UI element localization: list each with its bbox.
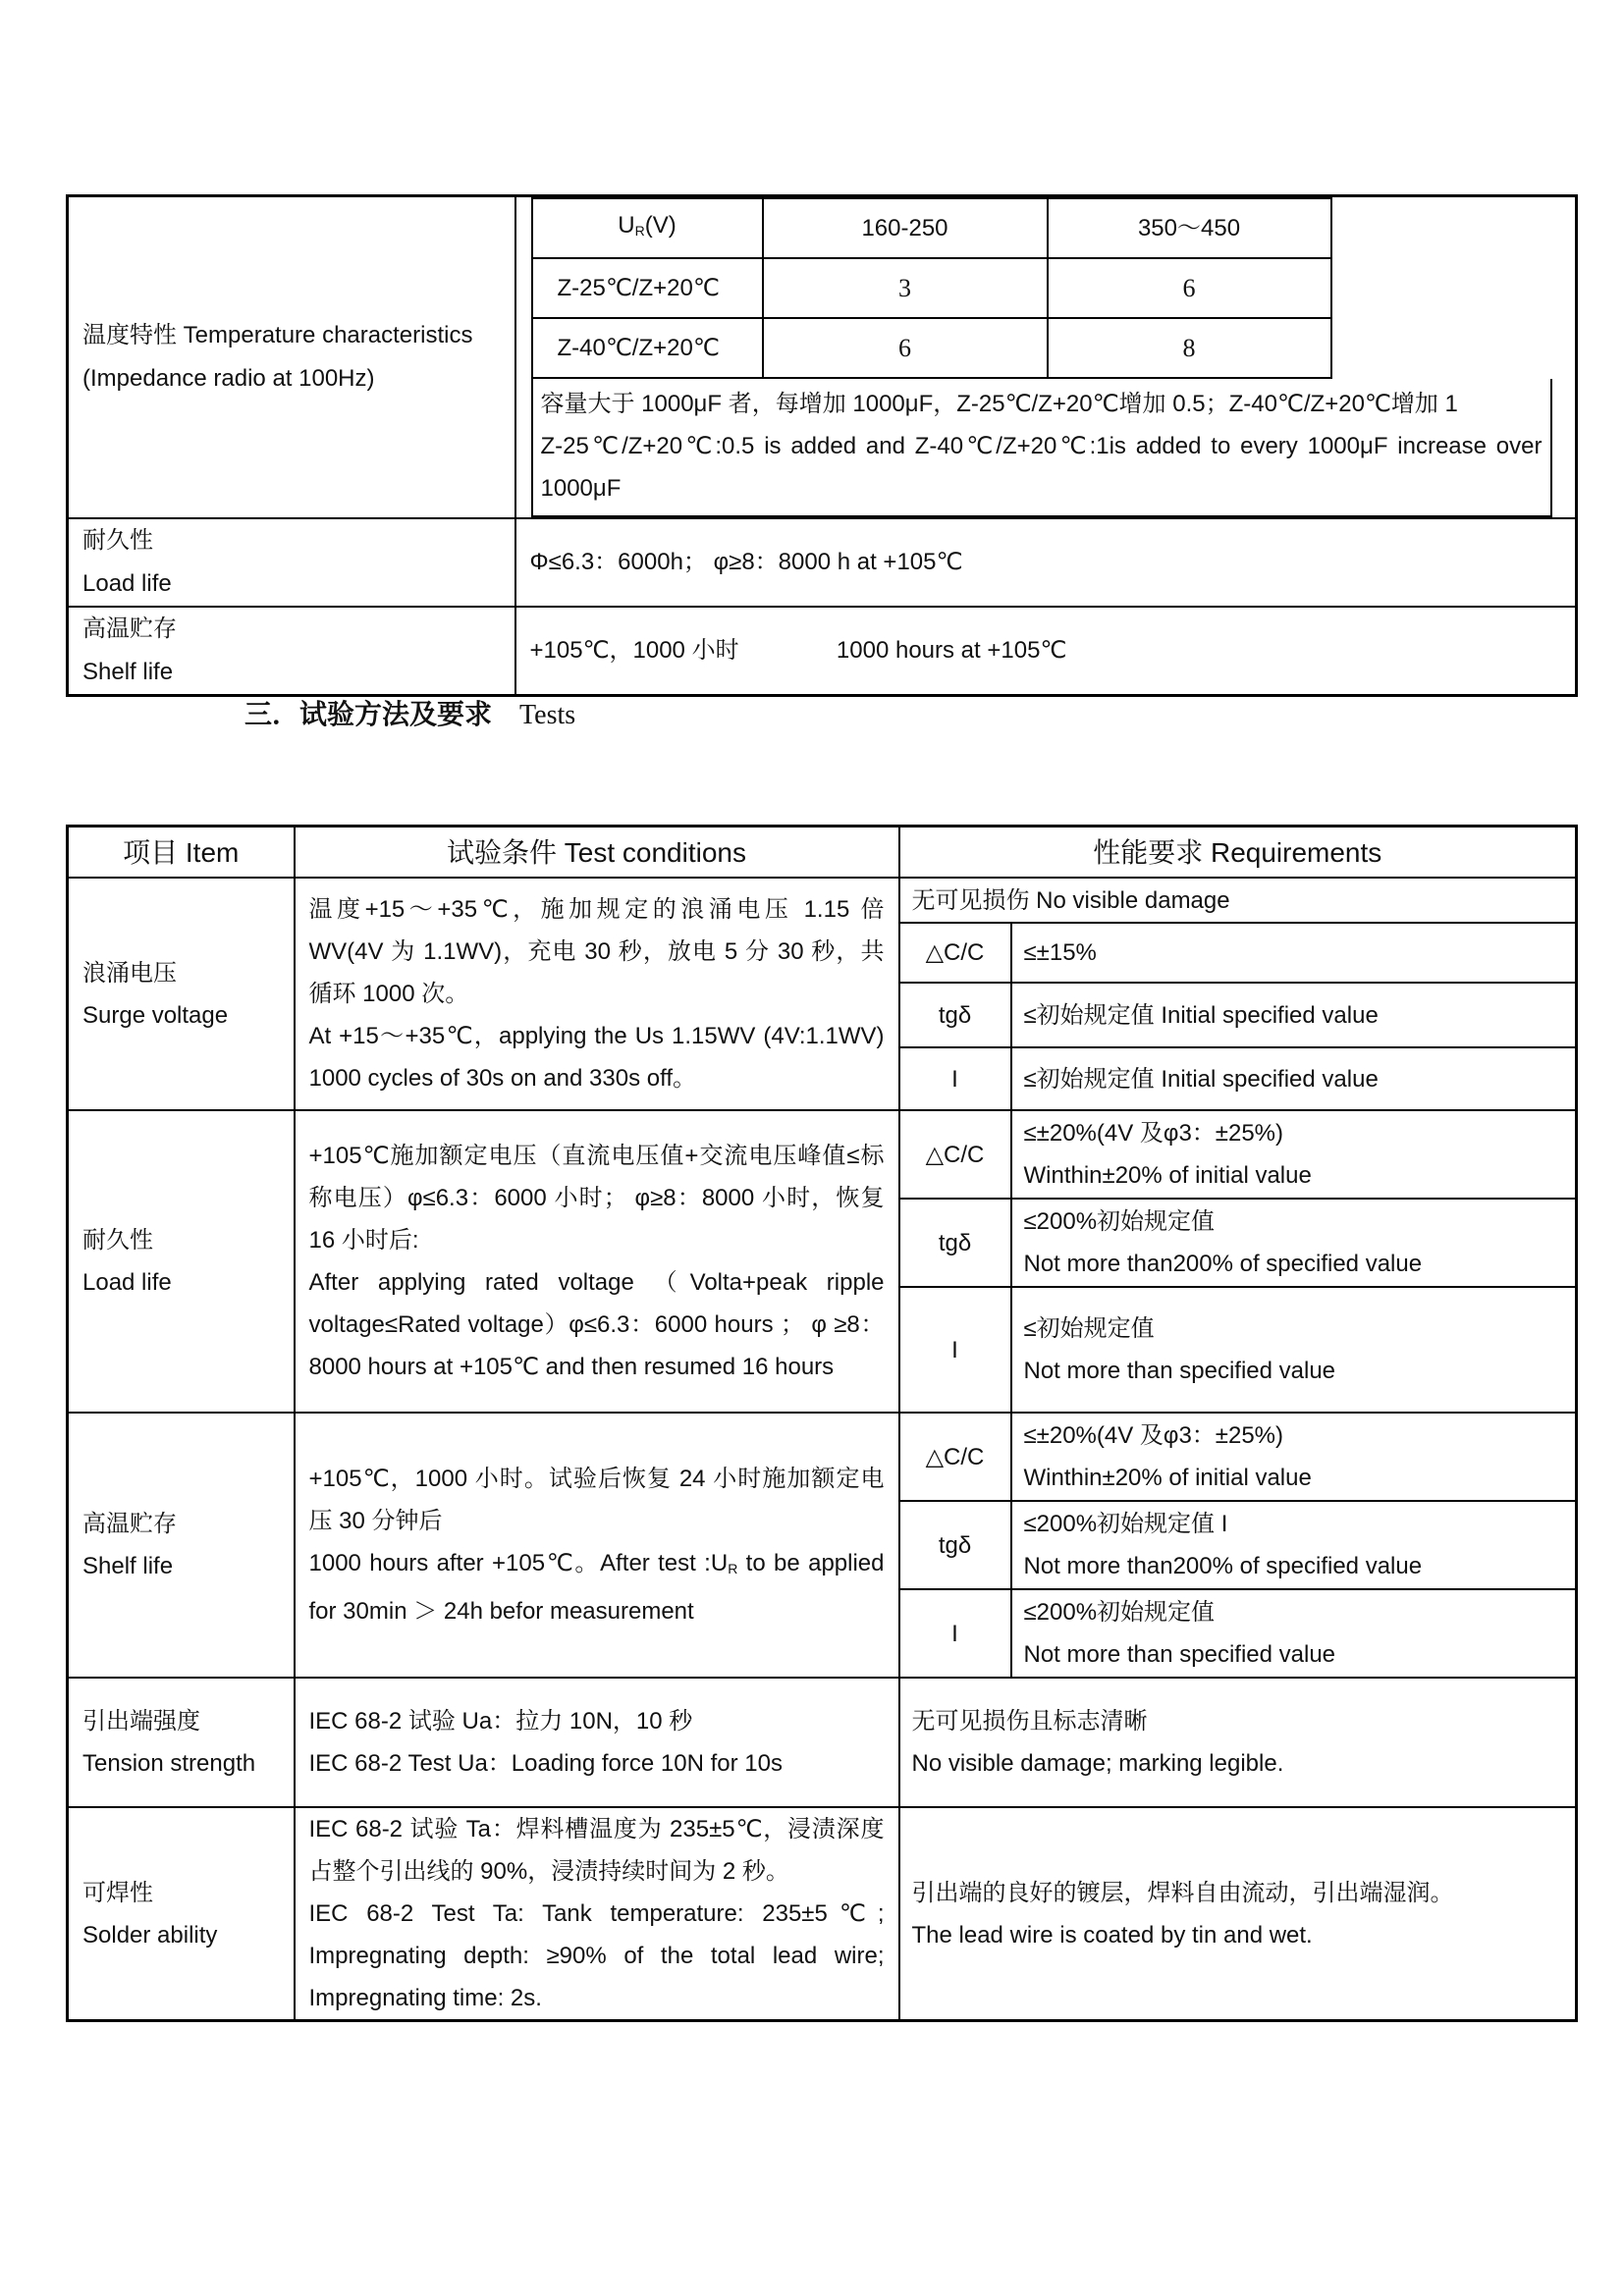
section-title-cn: 三．试验方法及要求 [244,698,493,730]
surge-cond-cn: 温度+15～+35℃，施加规定的浪涌电压 1.15 倍 WV(4V 为 1.1WV)，充电 30 秒，放电 5 分 30 秒，共循环 1000 次。 [308,896,885,1007]
temperature-row [68,196,1577,519]
shelf-i-req [1011,1589,1577,1678]
load-life-label-en: Load life [82,570,172,597]
tension-label-en: Tension strength [82,1750,256,1777]
surge-cond-en: At +15～+35℃，applying the Us 1.15WV (4V:1.1WV) 1000 cycles of 30s on and 330s off。 [308,1023,885,1092]
load-i-req-en: Not more than specified value [1023,1358,1336,1384]
load-label-cn: 耐久性 [82,1227,153,1254]
load-life-row [68,518,1577,607]
surge-cc-symbol: △C/C [899,923,1011,983]
shelf-cond-cn: +105℃，1000 小时。试验后恢复 24 小时施加额定电压 30 分钟后 [308,1466,885,1534]
load-cc-row [68,1110,1577,1199]
shelf-cc-req-en: Winthin±20% of initial value [1023,1465,1312,1491]
temperature-sublabel: (Impedance radio at 100Hz) [82,365,375,392]
tension-requirements [899,1678,1577,1807]
shelf-cc-req [1011,1413,1577,1501]
shelf-cc-req-cn: ≤±20%(4V 及φ3：±25%) [1023,1422,1284,1449]
tension-req-cn: 无可见损伤且标志清晰 [911,1708,1148,1735]
shelf-tg-symbol: tgδ [899,1501,1011,1589]
temperature-label-cell [68,196,515,519]
load-i-symbol: I [899,1287,1011,1413]
z25-label: Z-25℃/Z+20℃ [532,258,763,318]
shelf-life-label-en: Shelf life [82,659,174,685]
ur-col-350-450: 350～450 [1048,198,1331,258]
z40-label: Z-40℃/Z+20℃ [532,318,763,378]
tension-label [68,1678,295,1807]
shelf-label-en: Shelf life [82,1553,174,1579]
section-heading [244,695,575,735]
spec-table [66,194,1578,697]
shelf-tg-req-en: Not more than200% of specified value [1023,1553,1423,1579]
shelf-conditions [295,1413,899,1678]
surge-conditions [295,878,899,1110]
ur-col-160-250: 160-250 [763,198,1048,258]
load-tg-req-cn: ≤200%初始规定值 [1023,1208,1216,1235]
load-cc-req [1011,1110,1577,1199]
load-label-en: Load life [82,1269,172,1296]
load-cc-req-en: Winthin±20% of initial value [1023,1162,1312,1189]
tests-header-row [68,827,1577,879]
tension-cond-cn: IEC 68-2 试验 Ua：拉力 10N，10 秒 [308,1708,693,1735]
solder-label-en: Solder ability [82,1921,218,1949]
header-requirements: 性能要求 Requirements [899,827,1577,879]
tension-label-cn: 引出端强度 [82,1708,200,1735]
capacitance-note [531,379,1552,517]
header-item: 项目 Item [68,827,295,879]
solder-label [68,1807,295,2021]
load-life-value: Φ≤6.3：6000h； φ≥8：8000 h at +105℃ [515,518,1577,607]
surge-row [68,878,1577,923]
tension-req-en: No visible damage; marking legible. [911,1750,1284,1777]
load-cc-req-cn: ≤±20%(4V 及φ3：±25%) [1023,1120,1284,1147]
z25-value-1: 3 [763,258,1048,318]
shelf-life-value [515,607,1577,696]
shelf-tg-req-cn: ≤200%初始规定值 I [1023,1511,1228,1537]
surge-cc-req: ≤±15% [1011,923,1577,983]
shelf-life-value-cn: +105℃，1000 小时 [529,637,739,664]
section-title-en: Tests [519,700,576,730]
load-tg-req [1011,1199,1577,1287]
load-cond-en: After applying rated voltage （Volta+peak ripple voltage≤Rated voltage）φ≤6.3：6000 hours ； φ ≥8：8000 hours at +105℃ and then resumed 16 hours [308,1269,885,1380]
shelf-life-value-en: 1000 hours at +105℃ [836,637,1067,664]
header-conditions: 试验条件 Test conditions [295,827,899,879]
shelf-i-req-cn: ≤200%初始规定值 [1023,1599,1216,1626]
shelf-label [68,1413,295,1678]
impedance-subtable [531,197,1332,379]
shelf-cc-row [68,1413,1577,1501]
solder-row [68,1807,1577,2021]
solder-req-en: The lead wire is coated by tin and wet. [911,1921,1313,1949]
load-i-req [1011,1287,1577,1413]
surge-req-top: 无可见损伤 No visible damage [899,878,1577,923]
shelf-life-row [68,607,1577,696]
temperature-value-cell [515,196,1577,519]
surge-tg-req: ≤初始规定值 Initial specified value [1011,983,1577,1047]
shelf-cond-en: 1000 hours after +105℃。After test :UR to be applied for 30min ＞ 24h befor measurement [308,1550,885,1625]
note-cn: 容量大于 1000μF 者，每增加 1000μF，Z-25℃/Z+20℃增加 0.5；Z-40℃/Z+20℃增加 1 [540,391,1458,417]
tension-row [68,1678,1577,1807]
load-label [68,1110,295,1413]
surge-tg-symbol: tgδ [899,983,1011,1047]
z40-value-2: 8 [1048,318,1331,378]
solder-req-cn: 引出端的良好的镀层，焊料自由流动，引出端湿润。 [911,1879,1454,1906]
load-tg-symbol: tgδ [899,1199,1011,1287]
solder-conditions [295,1807,899,2021]
shelf-label-cn: 高温贮存 [82,1511,177,1537]
shelf-cc-symbol: △C/C [899,1413,1011,1501]
z25-value-2: 6 [1048,258,1331,318]
tension-cond-en: IEC 68-2 Test Ua：Loading force 10N for 10s [308,1750,783,1777]
tension-conditions [295,1678,899,1807]
shelf-i-symbol: I [899,1589,1011,1678]
ur-header: UR(V) [532,198,763,258]
z40-value-1: 6 [763,318,1048,378]
load-conditions [295,1110,899,1413]
solder-label-cn: 可焊性 [82,1879,153,1906]
load-tg-req-en: Not more than200% of specified value [1023,1251,1423,1277]
surge-i-symbol: I [899,1047,1011,1110]
tests-table [66,825,1578,2022]
load-cc-symbol: △C/C [899,1110,1011,1199]
temperature-label: 温度特性 Temperature characteristics [82,322,473,348]
solder-cond-cn: IEC 68-2 试验 Ta：焊料槽温度为 235±5℃，浸渍深度占整个引出线的 90%，浸渍持续时间为 2 秒。 [308,1816,885,1885]
surge-label-en: Surge voltage [82,1001,229,1029]
shelf-tg-req [1011,1501,1577,1589]
shelf-i-req-en: Not more than specified value [1023,1641,1336,1668]
surge-label [68,878,295,1110]
load-cond-cn: +105℃施加额定电压（直流电压值+交流电压峰值≤标称电压）φ≤6.3：6000 小时； φ≥8：8000 小时，恢复 16 小时后: [308,1143,885,1254]
shelf-life-label-cn: 高温贮存 [82,615,177,642]
load-life-label-cn: 耐久性 [82,527,153,554]
solder-requirements [899,1807,1577,2021]
solder-cond-en: IEC 68-2 Test Ta: Tank temperature: 235±5℃; Impregnating depth: ≥90% of the total lead wire; Impregnating time: 2s. [308,1900,885,2011]
load-life-label [68,518,515,607]
surge-i-req: ≤初始规定值 Initial specified value [1011,1047,1577,1110]
surge-label-cn: 浪涌电压 [82,959,177,987]
load-i-req-cn: ≤初始规定值 [1023,1315,1155,1342]
shelf-life-label [68,607,515,696]
note-en: Z-25℃/Z+20℃:0.5 is added and Z-40℃/Z+20℃:1is added to every 1000μF increase over 1000μF [540,433,1543,502]
